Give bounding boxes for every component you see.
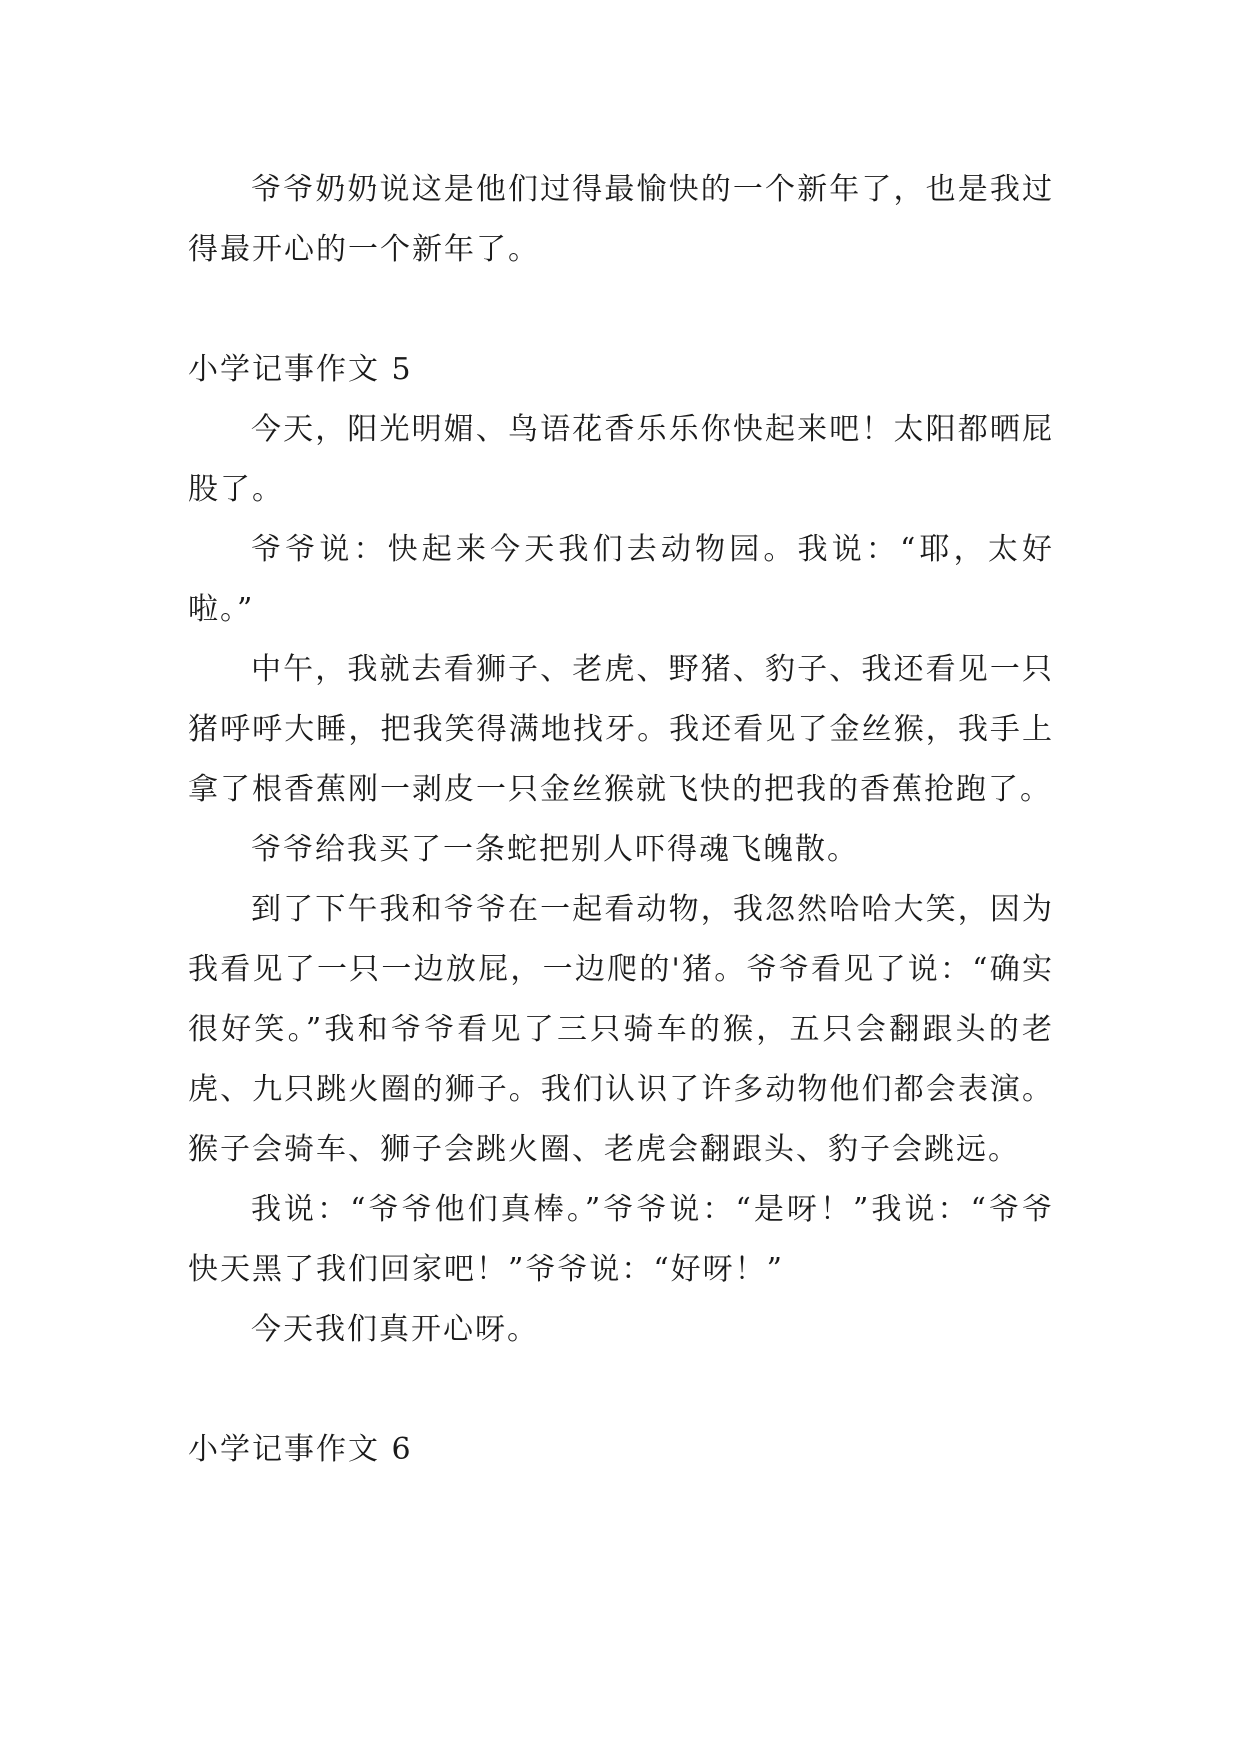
paragraph-conclusion: 今天我们真开心呀。 [251, 1312, 539, 1347]
paragraph-snake: 爷爷给我买了一条蛇把别人吓得魂飞魄散。 [251, 832, 859, 867]
paragraph-noon: 中午，我就去看狮子、老虎、野猪、豹子、我还看见一只猪呼呼大睡，把我笑得满地找牙。我还看见了金丝猴，我手上拿了根香蕉刚一剥皮一只金丝猴就飞快的把我的香蕉抢跑了。 [188, 652, 1054, 807]
section-heading-5: 小学记事作文 5 [188, 352, 413, 387]
section-heading-6: 小学记事作文 6 [188, 1432, 413, 1467]
paragraph-new-year-ending: 爷爷奶奶说这是他们过得最愉快的一个新年了，也是我过得最开心的一个新年了。 [188, 172, 1054, 267]
paragraph-dialogue: 我说：“爷爷他们真棒。”爷爷说：“是呀！”我说：“爷爷快天黑了我们回家吧！”爷爷说：“好呀！” [188, 1192, 1054, 1287]
document-body [188, 160, 1054, 1480]
paragraph-morning: 今天，阳光明媚、鸟语花香乐乐你快起来吧！太阳都晒屁股了。 [188, 412, 1054, 507]
section-gap [188, 280, 1054, 340]
paragraph-afternoon: 到了下午我和爷爷在一起看动物，我忽然哈哈大笑，因为我看见了一只一边放屁，一边爬的'猪。爷爷看见了说：“确实很好笑。”我和爷爷看见了三只骑车的猴，五只会翻跟头的老虎、九只跳火圈的狮子。我们认识了许多动物他们都会表演。猴子会骑车、狮子会跳火圈、老虎会翻跟头、豹子会跳远。 [188, 892, 1054, 1167]
section-gap [188, 1360, 1054, 1420]
paragraph-grandpa-zoo: 爷爷说：快起来今天我们去动物园。我说：“耶，太好啦。” [188, 532, 1054, 627]
